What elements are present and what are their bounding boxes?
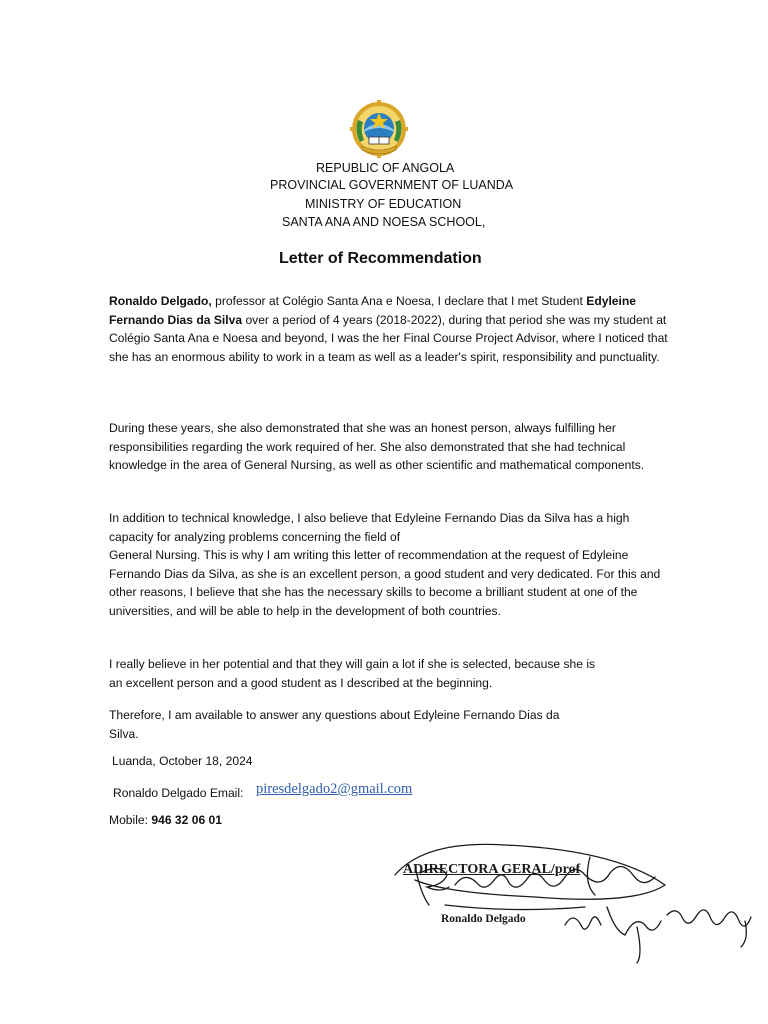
mobile-line (109, 813, 222, 827)
mobile-number: 946 32 06 01 (151, 813, 222, 827)
knowledge-line-2: capacity for analyzing problems concerning the field of (109, 529, 401, 544)
stamp-title: ADIRECTORA GERAL/prof (403, 862, 581, 877)
knowledge-rest: General Nursing. This is why I am writing this letter of recommendation at the request of Edyleine Fernando Dias da Silva, as she is an excellent person, a good student and very dedicated. For this and other reasons, I believe that she has the necessary skills to become a brilliant student at one of the universities, and will be able to help in the development of both countries. (109, 548, 661, 618)
student-name: Edyleine Fernando Dias da Silva (109, 294, 637, 327)
signatory-name: Ronaldo Delgado (441, 913, 526, 925)
handwritten-signature (385, 835, 765, 965)
letter-date: Luanda, October 18, 2024 (112, 754, 253, 768)
availability-line-1: Therefore, I am available to answer any questions about Edyleine Fernando Dias da (109, 708, 560, 722)
angola-coat-of-arms-icon (350, 100, 408, 158)
intro-text-b: over a period of 4 years (2018-2022), during that period she was my student at Colégio Santa Ana e Noesa and beyond, I was the her Final Course Project Advisor, where I noticed that she has an enormous ability to work in a team as well as a leader's spirit, responsibility and punctuality. (109, 312, 668, 364)
author-name: Ronaldo Delgado, (109, 294, 212, 308)
header-school: SANTA ANA AND NOESA SCHOOL, (282, 215, 486, 229)
availability-line-2: Silva. (109, 726, 139, 741)
paragraph-honesty-text: During these years, she also demonstrated that she was an honest person, always fulfilling her responsibilities regarding the work required of her. She also demonstrated that she had technical knowledge in the area of General Nursing, as well as other scientific and mathematical components. (109, 421, 645, 472)
mobile-label: Mobile: (109, 813, 148, 827)
email-label: Ronaldo Delgado Email: (113, 786, 244, 800)
header-country: REPUBLIC OF ANGOLA (316, 161, 455, 175)
paragraph-knowledge (109, 509, 669, 620)
paragraph-honesty (109, 419, 669, 475)
paragraph-availability (109, 706, 669, 743)
intro-text-a: professor at Colégio Santa Ana e Noesa, I declare that I met Student (211, 294, 587, 308)
knowledge-line-1: In addition to technical knowledge, I also believe that Edyleine Fernando Dias da Silva has a high (109, 511, 630, 525)
paragraph-potential (109, 655, 669, 692)
paragraph-intro (109, 292, 669, 366)
document-title: Letter of Recommendation (279, 250, 482, 267)
potential-line-1: I really believe in her potential and that they will gain a lot if she is selected, because she is (109, 657, 596, 671)
header-government: PROVINCIAL GOVERNMENT OF LUANDA (270, 178, 514, 192)
header-ministry: MINISTRY OF EDUCATION (305, 197, 462, 211)
potential-line-2: an excellent person and a good student as I described at the beginning. (109, 675, 493, 690)
email-link[interactable]: piresdelgado2@gmail.com (256, 781, 413, 797)
